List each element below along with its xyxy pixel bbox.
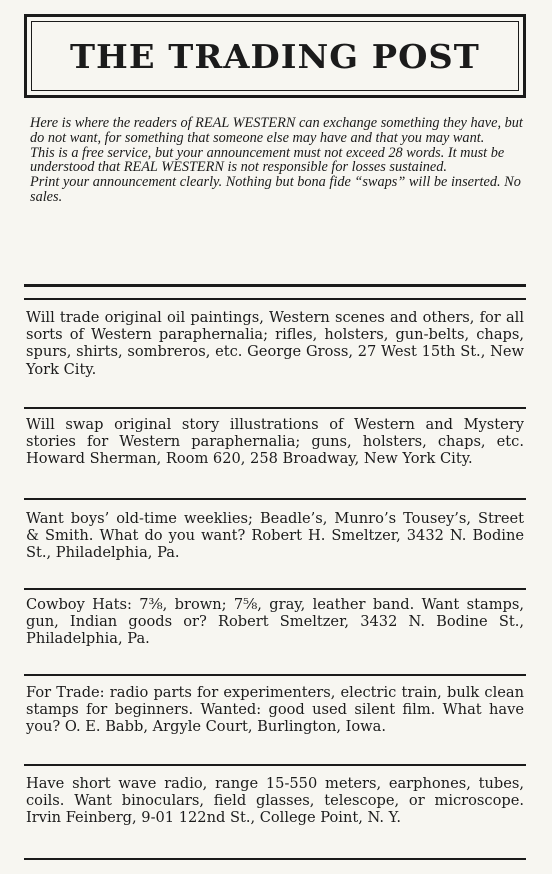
listing-item [26, 684, 524, 736]
listing-text: Will trade original oil paintings, Western scenes and others, for all sorts of Western paraphernalia; rifles, holsters, gun-belts, chaps, spurs, shirts, sombreros, etc. George Gross, 27 West 15th St., New York City. [26, 309, 524, 378]
divider-rule [24, 498, 526, 500]
intro-paragraph: Here is where the readers of REAL WESTERN can exchange something they have, but do not want, for something that someone else may have and that you may want. [30, 115, 523, 146]
divider-rule [24, 588, 526, 590]
listing-item [26, 596, 524, 648]
divider-rule [24, 298, 526, 300]
intro-paragraph: Print your announcement clearly. Nothing but bona fide “swaps” will be inserted. No sales. [30, 174, 521, 205]
listing-text: Have short wave radio, range 15-550 meters, earphones, tubes, coils. Want binoculars, field glasses, telescope, or microscope. Irvin Feinberg, 9-01 122nd St., College Point, N. Y. [26, 775, 524, 827]
listing-text: Want boys’ old-time weeklies; Beadle’s, Munro’s Tousey’s, Street & Smith. What do you want? Robert H. Smeltzer, 3432 N. Bodine St., Philadelphia, Pa. [26, 510, 524, 562]
listing-text: For Trade: radio parts for experimenters, electric train, bulk clean stamps for beginners. Wanted: good used silent film. What have you? O. E. Babb, Argyle Court, Burlington, Iowa. [26, 684, 524, 736]
divider-rule [24, 674, 526, 676]
listing-item [26, 510, 524, 562]
listing-item [26, 416, 524, 468]
page-title: THE TRADING POST [70, 36, 480, 76]
divider-rule [24, 407, 526, 409]
listing-text: Will swap original story illustrations of Western and Mystery stories for Western paraphernalia; guns, holsters, chaps, etc. Howard Sherman, Room 620, 258 Broadway, New York City. [26, 416, 524, 468]
divider-rule [24, 858, 526, 860]
divider-rule [24, 764, 526, 766]
listing-item [26, 775, 524, 827]
listing-item [26, 309, 524, 378]
listing-text: Cowboy Hats: 7⅜, brown; 7⅝, gray, leather band. Want stamps, gun, Indian goods or? Robert Smeltzer, 3432 N. Bodine St., Philadelphia, Pa. [26, 596, 524, 648]
intro-notice [30, 116, 526, 205]
divider-rule [24, 284, 526, 287]
title-box-inner [31, 21, 519, 91]
intro-paragraph: This is a free service, but your announcement must not exceed 28 words. It must be understood that REAL WESTERN is not responsible for losses sustained. [30, 144, 505, 176]
title-box [24, 14, 526, 98]
